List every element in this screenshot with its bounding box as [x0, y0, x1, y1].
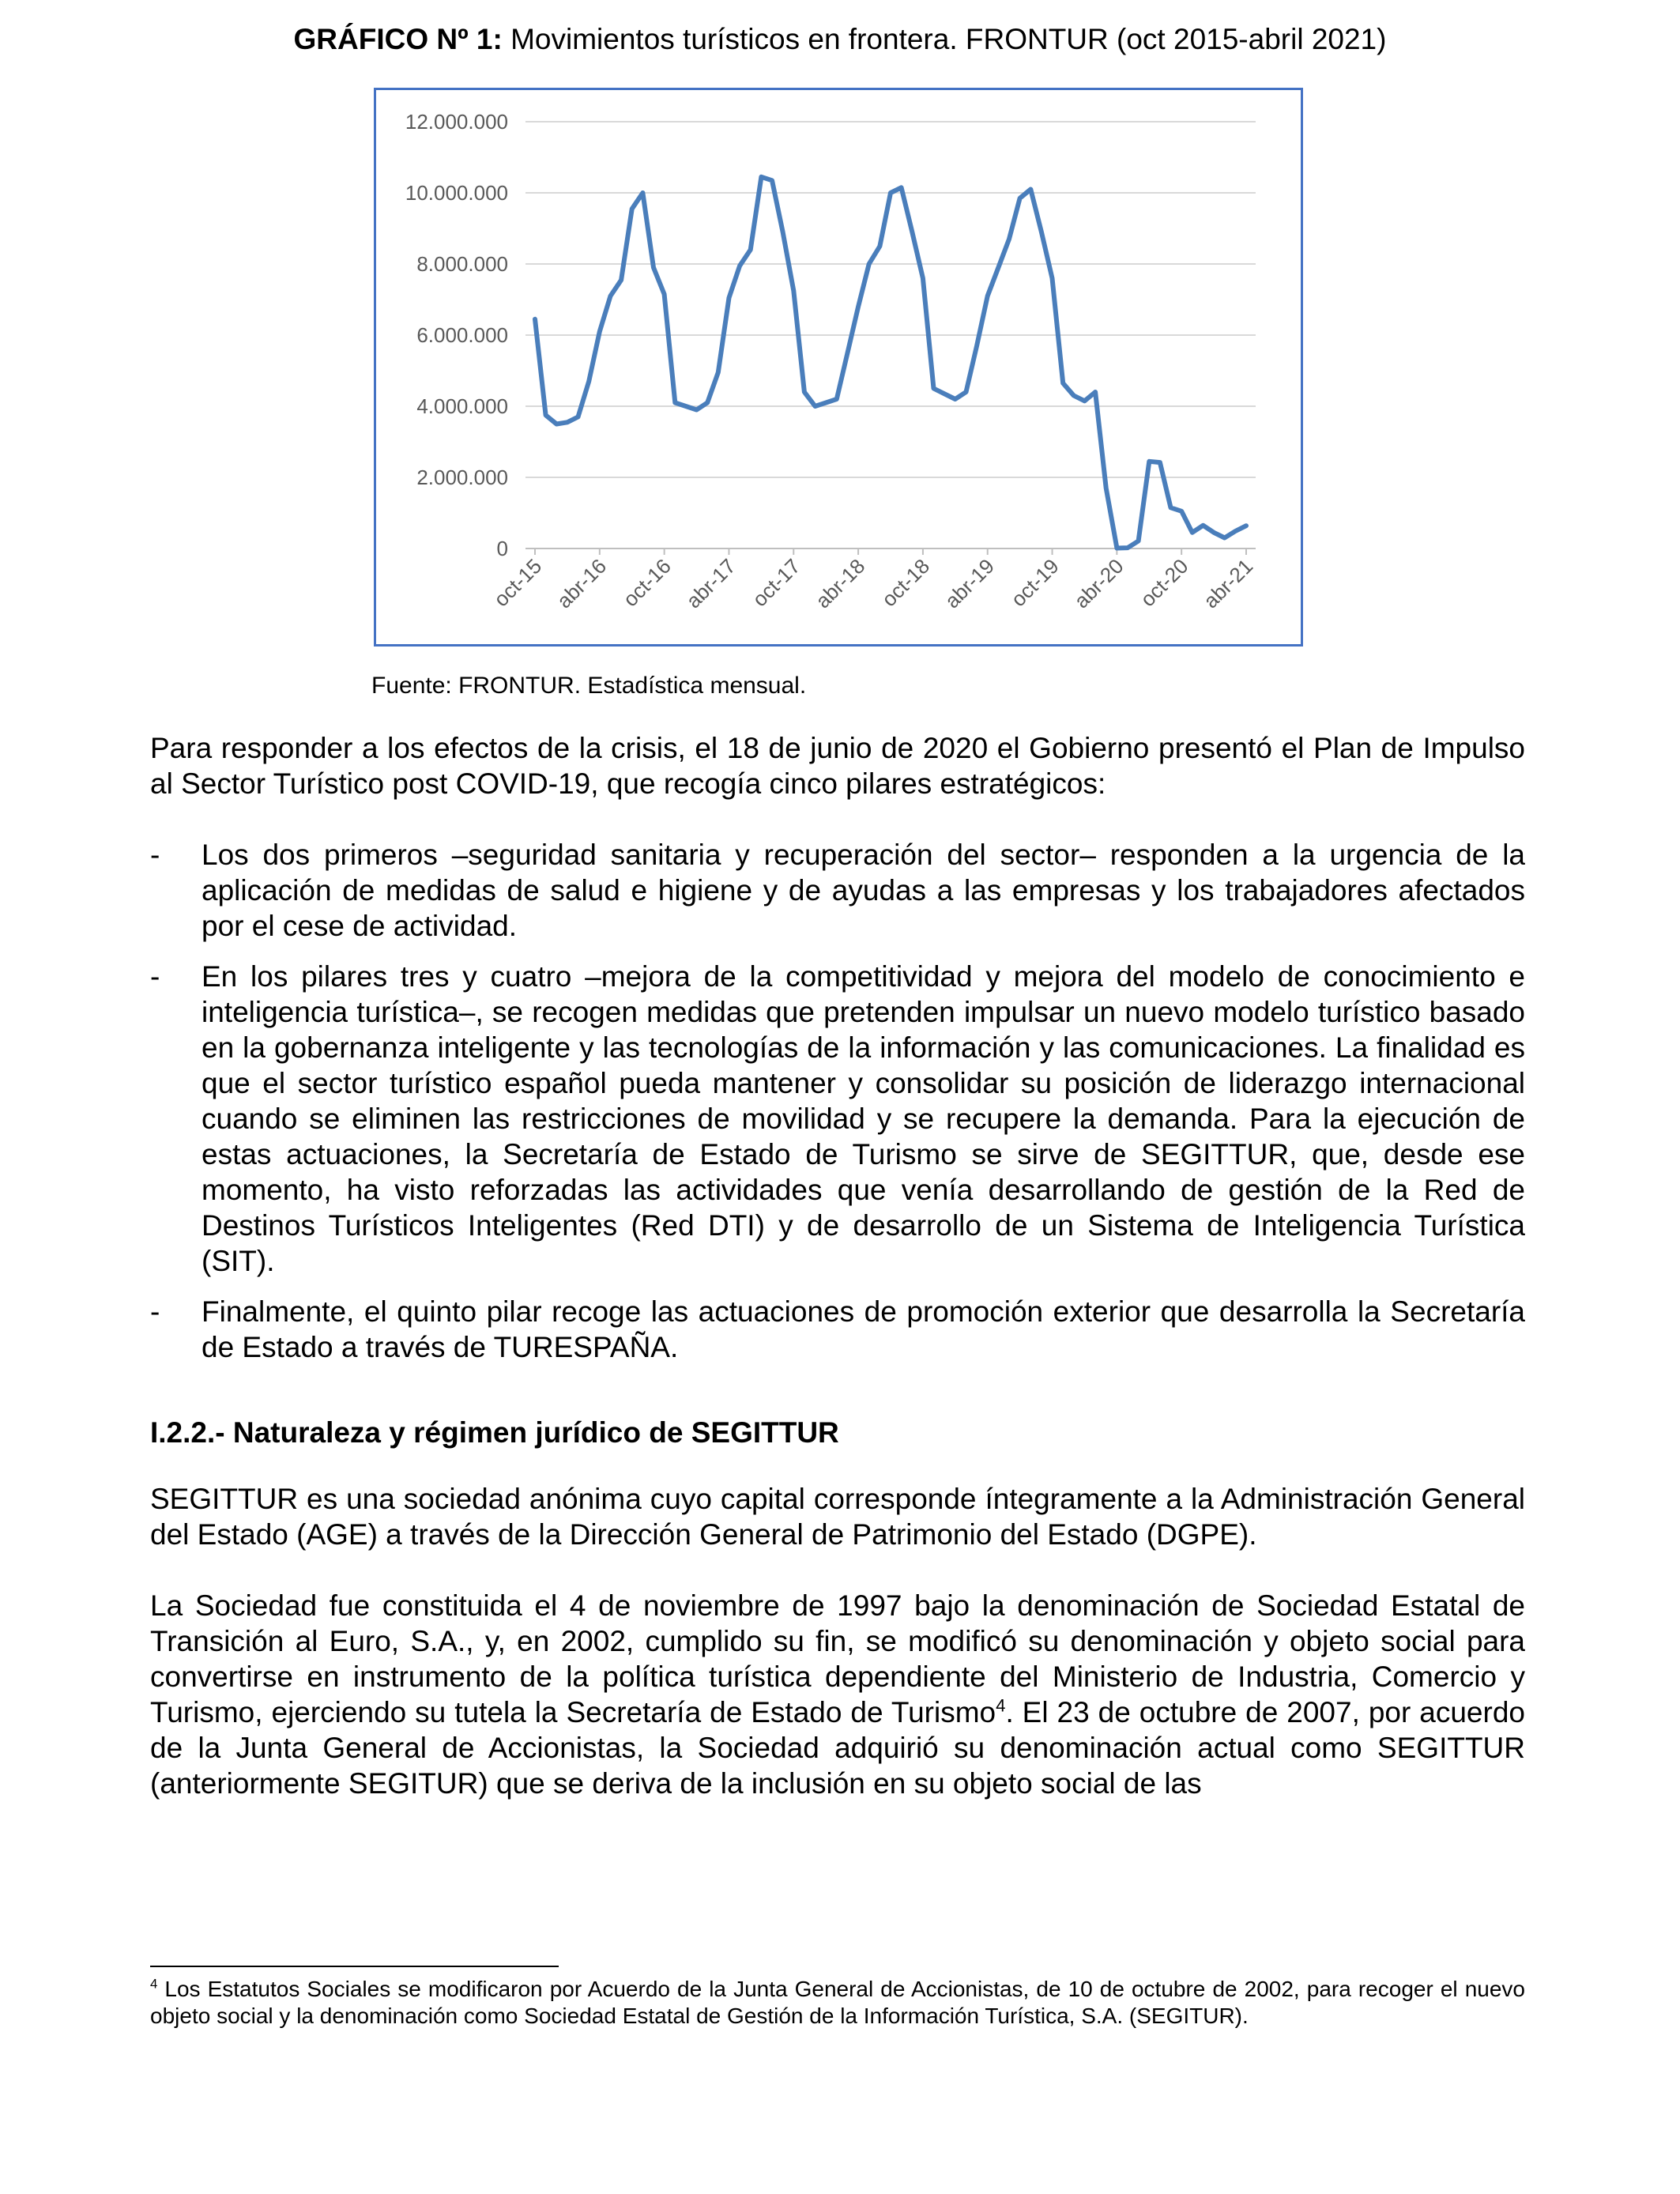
y-tick-label: 4.000.000 [416, 394, 508, 418]
y-tick-label: 12.000.000 [405, 110, 508, 134]
list-item-text: Los dos primeros –seguridad sanitaria y recuperación del sector– responden a la urgencia de la aplicación de medidas de salud e higiene y de ayudas a las empresas y los trabajadores afectados por el cese de actividad. [202, 839, 1525, 942]
x-tick-label: abr-20 [1069, 554, 1128, 613]
chart-caption-label: GRÁFICO Nº 1: [293, 23, 503, 55]
chart-caption [0, 21, 1680, 58]
x-tick-label: abr-18 [810, 554, 870, 613]
list-item-text: En los pilares tres y cuatro –mejora de la competitividad y mejora del modelo de conocimiento e inteligencia turística–, se recogen medidas que pretenden impulsar un nuevo modelo turístico basado en la gobernanza inteligente y las tecnologías de la información y las comunicaciones. La finalidad es que el sector turístico español pueda mantener y consolidar su posición de liderazgo internacional cuando se eliminen las restricciones de movilidad y se recupere la demanda. Para la ejecución de estas actuaciones, la Secretaría de Estado de Turismo se sirve de SEGITTUR, que, desde ese momento, ha visto reforzadas las actividades que venía desarrollando de gestión de la Red de Destinos Turísticos Inteligentes (Red DTI) y de desarrollo de un Sistema de Inteligencia Turística (SIT). [202, 960, 1525, 1277]
x-tick-label: oct-16 [618, 554, 676, 612]
footnote-number: 4 [150, 1976, 158, 1992]
x-tick-label: abr-17 [681, 554, 740, 613]
list-item [150, 959, 1525, 1279]
list-item-text: Finalmente, el quinto pilar recoge las actuaciones de promoción exterior que desarrolla la Secretaría de Estado a través de TURESPAÑA. [202, 1295, 1525, 1363]
x-tick-label: abr-19 [940, 554, 999, 613]
x-tick-label: oct-17 [748, 554, 805, 612]
x-tick-label: oct-20 [1136, 554, 1193, 612]
list-item [150, 837, 1525, 944]
x-tick-label: abr-21 [1198, 554, 1258, 613]
chart-source: Fuente: FRONTUR. Estadística mensual. [371, 673, 807, 699]
x-tick-label: abr-16 [552, 554, 612, 613]
y-tick-label: 8.000.000 [416, 252, 508, 276]
sociedad-paragraph-part1: La Sociedad fue constituida el 4 de noviembre de 1997 bajo la denominación de Sociedad Estatal de Transición al Euro, S.A., y, en 2002, cumplido su fin, se modificó su denominación y objeto social para convertirse en instrumento de la política turística dependiente del Ministerio de Industria, Comercio y Turismo, ejerciendo su tutela la Secretaría de Estado de Turismo [150, 1589, 1525, 1728]
y-tick-label: 6.000.000 [416, 323, 508, 347]
footnote-reference[interactable]: 4 [996, 1695, 1006, 1716]
chart-caption-text: Movimientos turísticos en frontera. FRONTUR (oct 2015-abril 2021) [502, 23, 1387, 55]
pillars-list [150, 837, 1525, 1380]
footnote-text: Los Estatutos Sociales se modificaron por Acuerdo de la Junta General de Accionistas, de 10 de octubre de 2002, para recoger el nuevo objeto social y la denominación como Sociedad Estatal de Gestión de la Información Turística, S.A. (SEGITUR). [150, 1977, 1525, 2028]
bullet-dash: - [150, 839, 160, 871]
x-tick-label: oct-18 [876, 554, 935, 612]
sociedad-paragraph [150, 1588, 1525, 1801]
line-chart [374, 88, 1303, 647]
footnote-divider [150, 1966, 559, 1967]
bullet-dash: - [150, 1295, 160, 1328]
line-chart-svg [374, 88, 1303, 647]
chart-frame [375, 89, 1302, 646]
bullet-dash: - [150, 960, 160, 993]
y-tick-label: 2.000.000 [416, 466, 508, 489]
y-tick-label: 0 [496, 537, 508, 560]
x-tick-label: oct-19 [1006, 554, 1064, 612]
intro-paragraph: Para responder a los efectos de la crisis, el 18 de junio de 2020 el Gobierno presentó el Plan de Impulso al Sector Turístico post COVID-19, que recogía cinco pilares estratégicos: [150, 732, 1525, 800]
sociedad-paragraph-part2: . El 23 de octubre de 2007, por acuerdo de la Junta General de Accionistas, la Sociedad adquirió su denominación actual como SEGITTUR (anteriormente SEGITUR) que se deriva de la inclusión en su objeto social de las [150, 1696, 1525, 1800]
footnote [150, 1976, 1525, 2030]
x-tick-label: oct-15 [488, 554, 547, 612]
section-heading: I.2.2.- Naturaleza y régimen jurídico de SEGITTUR [150, 1416, 839, 1449]
list-item [150, 1294, 1525, 1365]
segittur-paragraph: SEGITTUR es una sociedad anónima cuyo capital corresponde íntegramente a la Administración General del Estado (AGE) a través de la Dirección General de Patrimonio del Estado (DGPE). [150, 1483, 1525, 1551]
y-tick-label: 10.000.000 [405, 181, 508, 205]
